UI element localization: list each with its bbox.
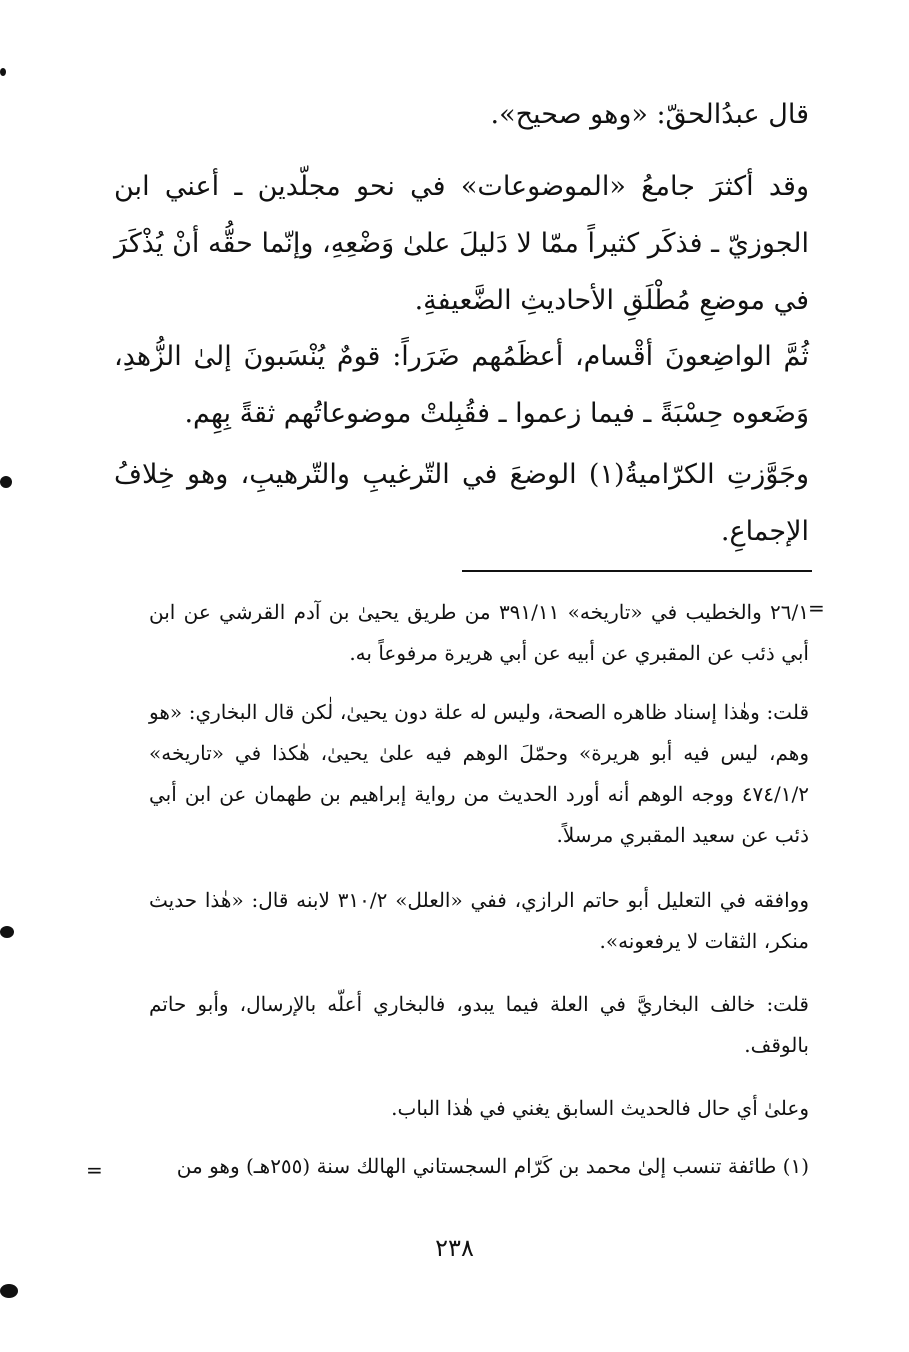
main-paragraph-text: قال عبدُالحقّ: «وهو صحيح». xyxy=(490,99,809,130)
footnote-paragraph xyxy=(149,880,809,962)
main-paragraph-text: وجَوَّزتِ الكرّاميةُ(١) الوضعَ في التّرغيبِ والتّرهيبِ، وهو خِلافُ الإجماعِ. xyxy=(114,459,809,547)
footnote-paragraph xyxy=(149,1088,809,1129)
footnote-text: ٢٦/١ والخطيب في «تاريخه» ٣٩١/١١ من طريق يحيىٰ بن آدم القرشي عن ابن أبي ذئب عن المقبري عن أبيه عن أبي هريرة مرفوعاً به. xyxy=(149,600,809,665)
footnote-text: وعلىٰ أي حال فالحديث السابق يغني في هٰذا الباب. xyxy=(391,1096,809,1120)
footnote-divider xyxy=(462,570,812,572)
page-number: ٢٣٨ xyxy=(435,1234,474,1262)
main-paragraph-text: ثُمَّ الواضِعونَ أقْسام، أعظَمُهم ضَرَراً: قومٌ يُنْسَبونَ إلىٰ الزُّهدِ، وَضَعوه حِسْبَةً ـ فيما زعموا ـ فقُبِلتْ موضوعاتُهم ثقةً بِهِم. xyxy=(114,341,809,429)
main-paragraph-text: وقد أكثرَ جامعُ «الموضوعات» في نحو مجلّدين ـ أعني ابن الجوزيّ ـ فذكَر كثيراً ممّا لا دَليلَ علىٰ وَضْعِهِ، وإنّما حقُّه أنْ يُذْكَرَ في موضعِ مُطْلَقِ الأحاديثِ الضَّعيفةِ. xyxy=(114,171,809,316)
scan-ink-mark xyxy=(0,476,12,488)
scan-ink-mark xyxy=(0,1284,18,1298)
footnote-text: قلت: وهٰذا إسناد ظاهره الصحة، وليس له علة دون يحيىٰ، لٰكن قال البخاري: «هو وهم، ليس فيه أبو هريرة» وحمّلَ الوهم فيه علىٰ يحيىٰ، هٰكذا في «تاريخه» ٤٧٤/١/٢ ووجه الوهم أنه أورد الحديث من رواية إبراهيم بن طهمان عن ابن أبي ذئب عن سعيد المقبري مرسلاً. xyxy=(149,700,810,847)
scan-ink-mark xyxy=(0,926,14,938)
footnote-note-1: (١) طائفة تنسب إلىٰ محمد بن كَرّام السجستاني الهالك سنة (٢٥٥هـ) وهو من xyxy=(176,1154,809,1178)
footnote-text: ووافقه في التعليل أبو حاتم الرازي، ففي «العلل» ٣١٠/٢ لابنه قال: «هٰذا حديث منكر، الثقات لا يرفعونه». xyxy=(149,888,809,953)
main-paragraph xyxy=(114,328,809,442)
footnote-text: قلت: خالف البخاريَّ في العلة فيما يبدو، فالبخاري أعلّه بالإرسال، وأبو حاتم بالوقف. xyxy=(149,992,809,1057)
main-paragraph xyxy=(114,158,809,329)
main-paragraph xyxy=(114,446,809,560)
main-paragraph xyxy=(114,86,809,143)
continuation-mark: = xyxy=(808,596,825,620)
footnote-paragraph xyxy=(149,984,809,1066)
continuation-mark: = xyxy=(86,1158,103,1182)
footnote-paragraph xyxy=(149,592,809,674)
footnote-paragraph xyxy=(149,692,809,856)
scan-ink-mark xyxy=(0,68,6,76)
